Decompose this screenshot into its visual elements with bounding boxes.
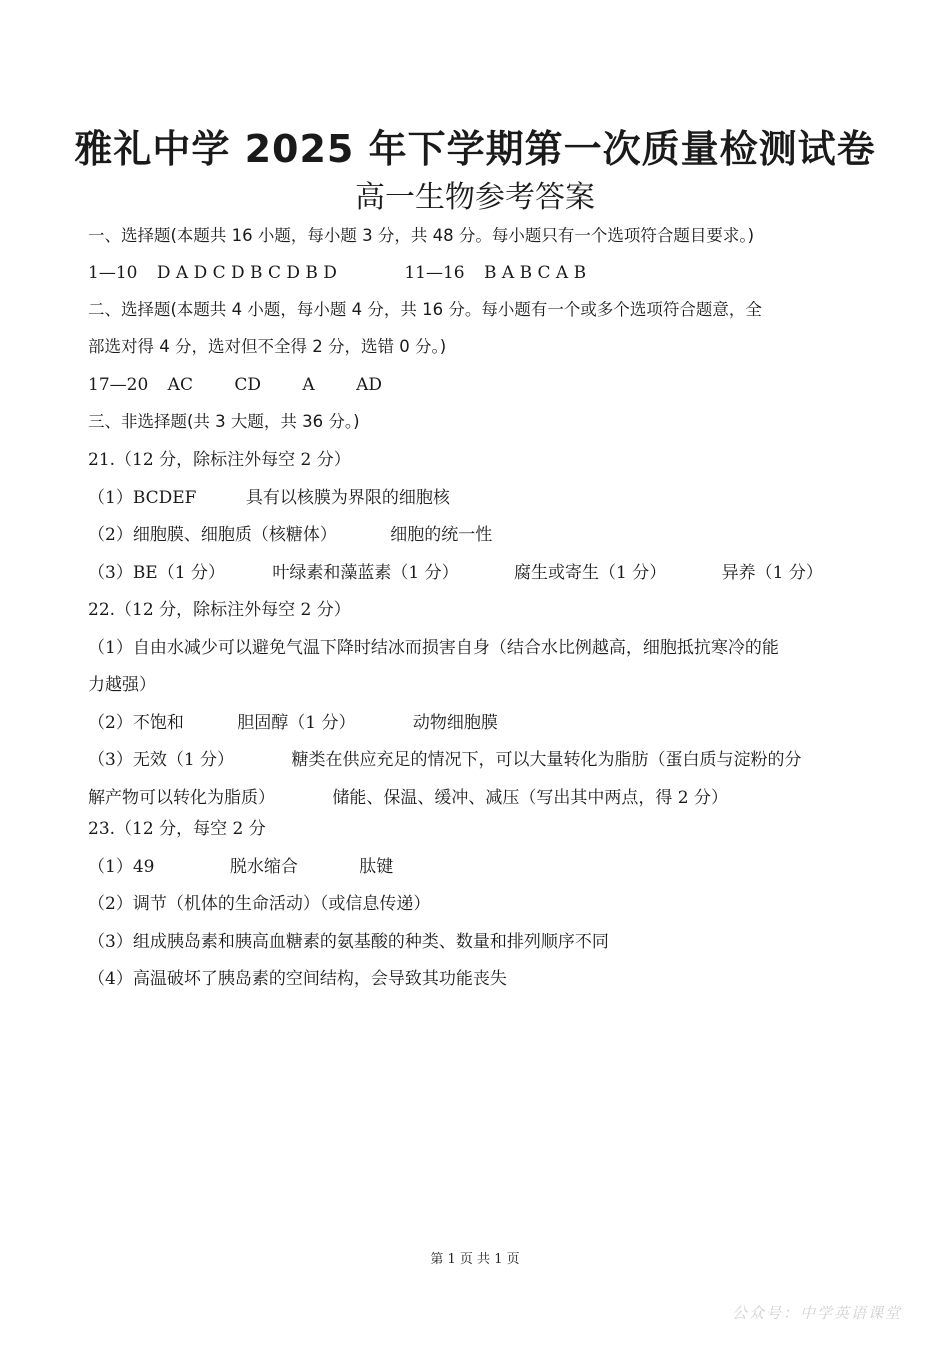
section-1-heading: 一、选择题(本题共 16 小题，每小题 3 分，共 48 分。每小题只有一个选项符合题目要求。) — [88, 226, 755, 245]
q22-p2-c: 动物细胞膜 — [412, 713, 498, 733]
q22-part3-line2 — [88, 786, 868, 810]
q21-p2-b: 细胞的统一性 — [390, 525, 493, 545]
q21-p3-d: 异养（1 分） — [721, 563, 823, 583]
answer-17: AC — [167, 375, 193, 395]
answer-18: CD — [234, 375, 262, 395]
q22-p3-a: （3）无效（1 分） — [88, 750, 235, 770]
document-subtitle: 高一生物参考答案 — [355, 180, 595, 215]
q22-part3-line1 — [88, 748, 868, 772]
q22-p3-c: 解产物可以转化为脂质） — [88, 788, 275, 808]
q21-p3-a: （3）BE（1 分） — [88, 563, 225, 583]
q22-p3-b: 糖类在供应充足的情况下，可以大量转化为脂肪（蛋白质与淀粉的分 — [291, 750, 802, 770]
q23-part1 — [88, 855, 868, 879]
q22-part1-line2: 力越强） — [88, 675, 156, 695]
q23-p1-c: 肽键 — [359, 857, 394, 877]
q23-p1-b: 脱水缩合 — [229, 857, 298, 877]
answer-range-11-16: 11—16 — [404, 263, 465, 283]
watermark: 公众号：中学英语课堂 — [731, 1304, 902, 1322]
q21-p3-c: 腐生或寄生（1 分） — [514, 563, 667, 583]
answer-20: AD — [356, 375, 383, 395]
q21-p1-a: （1）BCDEF — [88, 488, 197, 508]
answers-1-10: D A D C D B C D B D — [156, 263, 337, 283]
section-3-heading: 三、非选择题(共 3 大题，共 36 分。) — [88, 412, 360, 431]
q23-part4: （4）高温破坏了胰岛素的空间结构，会导致其功能丧失 — [88, 969, 507, 989]
section-2-heading-line2: 部选对得 4 分，选对但不全得 2 分，选错 0 分。) — [88, 337, 447, 356]
q22-heading: 22.（12 分，除标注外每空 2 分） — [88, 600, 351, 620]
section-2-heading-line1: 二、选择题(本题共 4 小题，每小题 4 分，共 16 分。每小题有一个或多个选项符合题意，全 — [88, 300, 762, 319]
document-title: 雅礼中学 2025 年下学期第一次质量检测试卷 — [74, 127, 876, 171]
q21-p3-b: 叶绿素和藻蓝素（1 分） — [272, 563, 459, 583]
q21-p2-a: （2）细胞膜、细胞质（核糖体） — [88, 525, 337, 545]
q21-heading: 21.（12 分，除标注外每空 2 分） — [88, 450, 351, 470]
q23-part3: （3）组成胰岛素和胰高血糖素的氨基酸的种类、数量和排列顺序不同 — [88, 932, 609, 952]
q23-part2: （2）调节（机体的生命活动）（或信息传递） — [88, 894, 431, 914]
answer-range-1-10: 1—10 — [88, 263, 138, 283]
section-1-answers — [88, 261, 868, 285]
q22-part2 — [88, 711, 868, 735]
answers-11-16: B A B C A B — [484, 263, 587, 283]
answer-range-17-20: 17—20 — [88, 375, 149, 395]
q21-part2 — [88, 523, 868, 547]
q23-p1-a: （1）49 — [88, 857, 155, 877]
q22-p3-d: 储能、保温、缓冲、减压（写出其中两点，得 2 分） — [332, 788, 729, 808]
q21-p1-b: 具有以核膜为界限的细胞核 — [245, 488, 450, 508]
q21-part1 — [88, 486, 868, 510]
q22-p2-b: 胆固醇（1 分） — [237, 713, 356, 733]
page-number: 第 1 页 共 1 页 — [430, 1252, 520, 1267]
q22-part1-line1: （1）自由水减少可以避免气温下降时结冰而损害自身（结合水比例越高，细胞抵抗寒冷的能 — [88, 638, 779, 658]
q22-p2-a: （2）不饱和 — [88, 713, 184, 733]
answer-19: A — [302, 375, 315, 395]
section-2-answers — [88, 373, 868, 397]
q21-part3 — [88, 561, 868, 585]
q23-heading: 23.（12 分，每空 2 分 — [88, 819, 266, 839]
